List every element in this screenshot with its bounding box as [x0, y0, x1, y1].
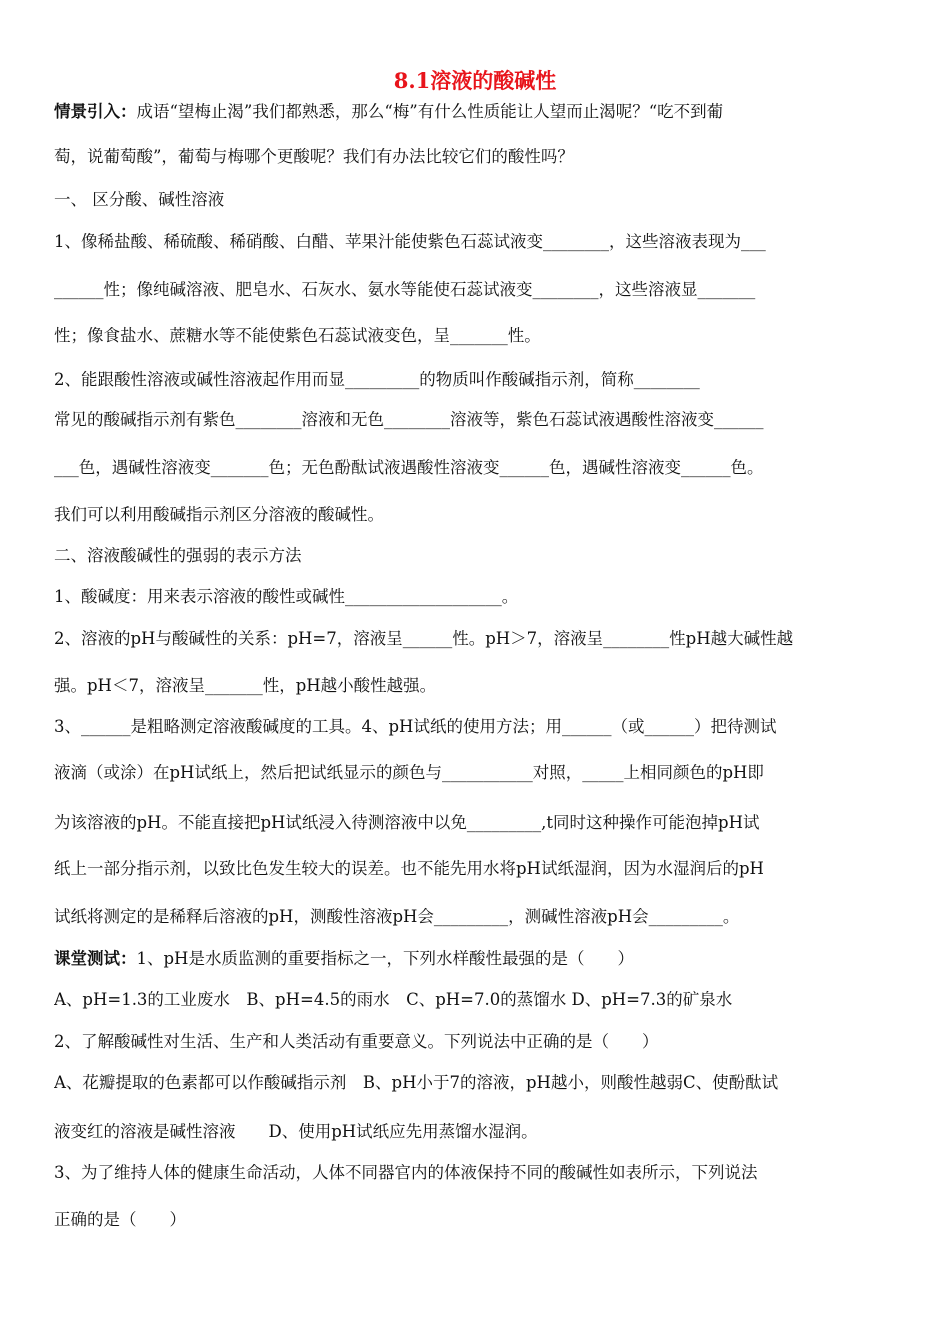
text-line: 强。pH＜7，溶液呈_______性，pH越小酸性越强。 — [54, 676, 437, 695]
test-question-2: 2、了解酸碱性对生活、生产和人类活动有重要意义。下列说法中正确的是（ ） — [54, 1032, 659, 1051]
section-2-heading: 二、溶液酸碱性的强弱的表示方法 — [54, 546, 302, 565]
test-options-2: A、花瓣提取的色素都可以作酸碱指示剂 B、pH小于7的溶液，pH越小，则酸性越弱C、使酚酞试 — [54, 1073, 779, 1092]
intro-text: 成语“望梅止渴”我们都熟悉，那么“梅”有什么性质能让人望而止渴呢？“吃不到葡 — [136, 102, 724, 121]
text-line: 常见的酸碱指示剂有紫色________溶液和无色________溶液等，紫色石蕊试液遇酸性溶液变______ — [54, 410, 764, 429]
section-1-heading: 一、 区分酸、碱性溶液 — [54, 190, 225, 209]
test-options-1: A、pH=1.3的工业废水 B、pH=4.5的雨水 C、pH=7.0的蒸馏水 D、pH=7.3的矿泉水 — [54, 990, 733, 1009]
text-line: 2、能跟酸性溶液或碱性溶液起作用而显_________的物质叫作酸碱指示剂，简称________ — [54, 370, 700, 389]
test-options-2-cont: 液变红的溶液是碱性溶液 D、使用pH试纸应先用蒸馏水湿润。 — [54, 1122, 538, 1141]
page-title: 8.1溶液的酸碱性 — [393, 68, 557, 93]
text-line: 3、______是粗略测定溶液酸碱度的工具。4、pH试纸的使用方法；用______（或______）把待测试 — [54, 717, 777, 736]
intro-line-2: 萄，说葡萄酸”，葡萄与梅哪个更酸呢？我们有办法比较它们的酸性吗？ — [54, 147, 574, 166]
test-label: 课堂测试： — [54, 949, 137, 968]
test-question-3-cont: 正确的是（ ） — [54, 1210, 186, 1229]
text-line: 1、酸碱度：用来表示溶液的酸性或碱性___________________。 — [54, 587, 519, 606]
text-line: 我们可以利用酸碱指示剂区分溶液的酸碱性。 — [54, 505, 384, 524]
text-line: 1、像稀盐酸、稀硫酸、稀硝酸、白醋、苹果汁能使紫色石蕊试液变________，这些溶液表现为___ — [54, 232, 766, 251]
test-question-1: 1、pH是水质监测的重要指标之一，下列水样酸性最强的是（ ） — [136, 949, 634, 968]
intro-line-1 — [54, 101, 906, 123]
text-line: 液滴（或涂）在pH试纸上，然后把试纸显示的颜色与___________对照，_____上相同颜色的pH即 — [54, 763, 764, 782]
text-line: 纸上一部分指示剂，以致比色发生较大的误差。也不能先用水将pH试纸湿润，因为水湿润后的pH — [54, 859, 764, 878]
test-line-1 — [54, 948, 906, 970]
test-question-3: 3、为了维持人体的健康生命活动，人体不同器官内的体液保持不同的酸碱性如表所示，下列说法 — [54, 1163, 758, 1182]
text-line: 试纸将测定的是稀释后溶液的pH，测酸性溶液pH会_________，测碱性溶液pH会_________。 — [54, 907, 740, 926]
text-line: 2、溶液的pH与酸碱性的关系：pH=7，溶液呈______性。pH＞7，溶液呈________性pH越大碱性越 — [54, 629, 794, 648]
text-line: 性；像食盐水、蔗糖水等不能使紫色石蕊试液变色，呈_______性。 — [54, 326, 541, 345]
text-line: ______性；像纯碱溶液、肥皂水、石灰水、氨水等能使石蕊试液变________，这些溶液显_______ — [54, 280, 756, 299]
intro-label: 情景引入： — [54, 102, 137, 121]
text-line: ___色，遇碱性溶液变_______色；无色酚酞试液遇酸性溶液变______色，遇碱性溶液变______色。 — [54, 458, 764, 477]
text-line: 为该溶液的pH。不能直接把pH试纸浸入待测溶液中以免_________,t同时这种操作可能泡掉pH试 — [54, 813, 760, 832]
